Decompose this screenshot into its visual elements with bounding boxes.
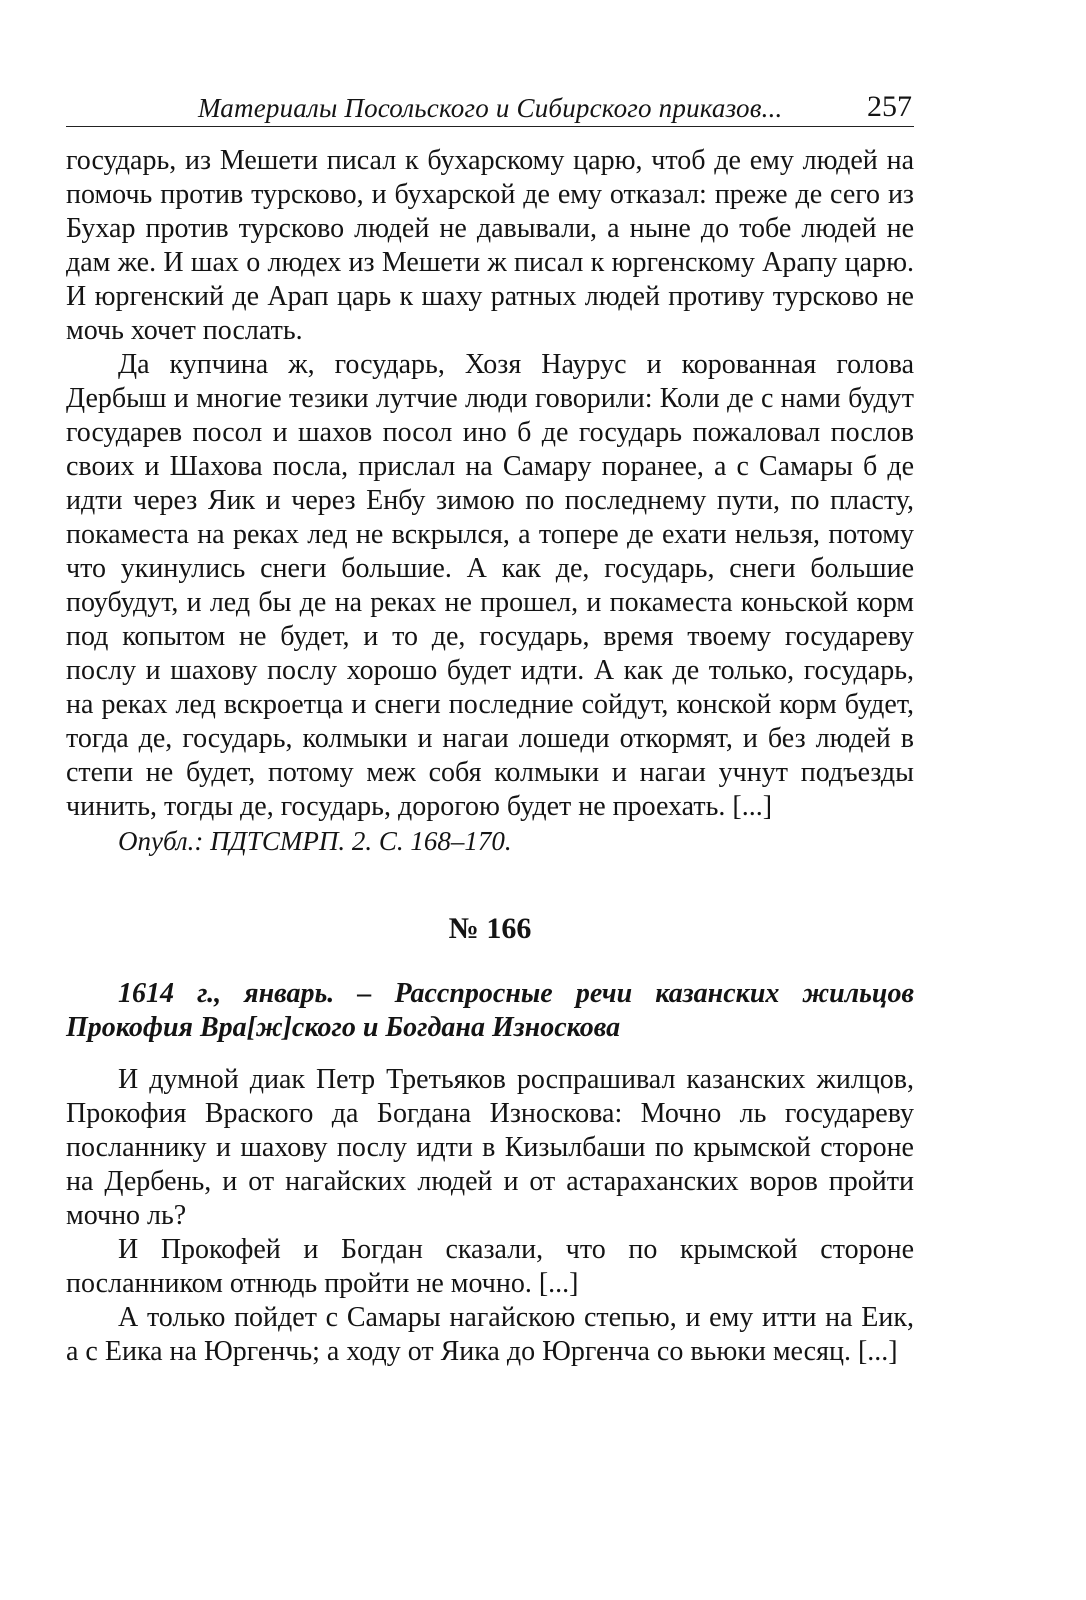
document-heading: 1614 г., январь. – Расспросные речи казанских жильцов Прокофия Вра[ж]ского и Богдана Износкова — [66, 978, 914, 1043]
document-number: № 166 — [448, 912, 532, 945]
running-head — [66, 86, 914, 127]
paragraph: Да купчина ж, государь, Хозя Наурус и корованная голова Дербыш и многие тезики лутчие люди говорили: Коли де с нами будут государев посол и шахов посол ино б де государь пожаловал послов своих и Шахова посла, прислал на Самару поранее, а с Самары б де идти через Яик и через Енбу зимою по последнему пути, по пласту, покаместа на реках лед не вскрылся, а топере де ехати нельзя, потому что укинулись снеги большие. А как де, государь, снеги большие поубудут, и лед бы де на реках не прошел, и покаместа коньской корм под копытом не будет, и то де, государь, время твоему государеву послу и шахову послу хорошо будет идти. А как де только, государь, на реках лед вскроетца и снеги последние сойдут, конской корм будет, тогда де, государь, колмыки и нагаи лошеди откормят, и без людей в степи не будет, потому меж собя колмыки и нагаи учнут подъезды чинить, тогды де, государь, дорогою будет не проехать. [...] — [66, 349, 914, 822]
continued-text — [66, 144, 914, 824]
page-number: 257 — [867, 90, 912, 123]
paragraph: И думной диак Петр Третьяков роспрашивал казанских жилцов, Прокофия Враского да Богдана Износкова: Мочно ль государеву посланнику и шахову послу идти в Кизылбаши по крымской стороне на Дербень, и от нагайских людей и от астараханских воров пройти мочно ль? — [66, 1064, 914, 1231]
publication-reference: Опубл.: ПДТСМРП. 2. С. 168–170. — [118, 826, 512, 856]
paragraph: государь, из Мешети писал к бухарскому царю, чтоб де ему людей на помочь против турсково, и бухарской де ему отказал: преже де сего из Бухар против турсково людей не давывали, а ныне до тобе людей не дам же. И шах о людех из Мешети ж писал к юргенскому Арапу царю. И юргенский де Арап царь к шаху ратных людей противу турсково не мочь хочет послать. — [66, 145, 914, 346]
paragraph: А только пойдет с Самары нагайскою степью, и ему итти на Еик, а с Еика на Юргенчь; а ходу от Яика до Юргенча со вьюки месяц. [...] — [66, 1302, 914, 1367]
paragraph: И Прокофей и Богдан сказали, что по крымской стороне посланником отнюдь пройти не мочно. [...] — [66, 1234, 914, 1299]
document-text — [66, 1063, 914, 1369]
running-title: Материалы Посольского и Сибирского приказов... — [198, 93, 783, 123]
book-page — [66, 86, 914, 1369]
